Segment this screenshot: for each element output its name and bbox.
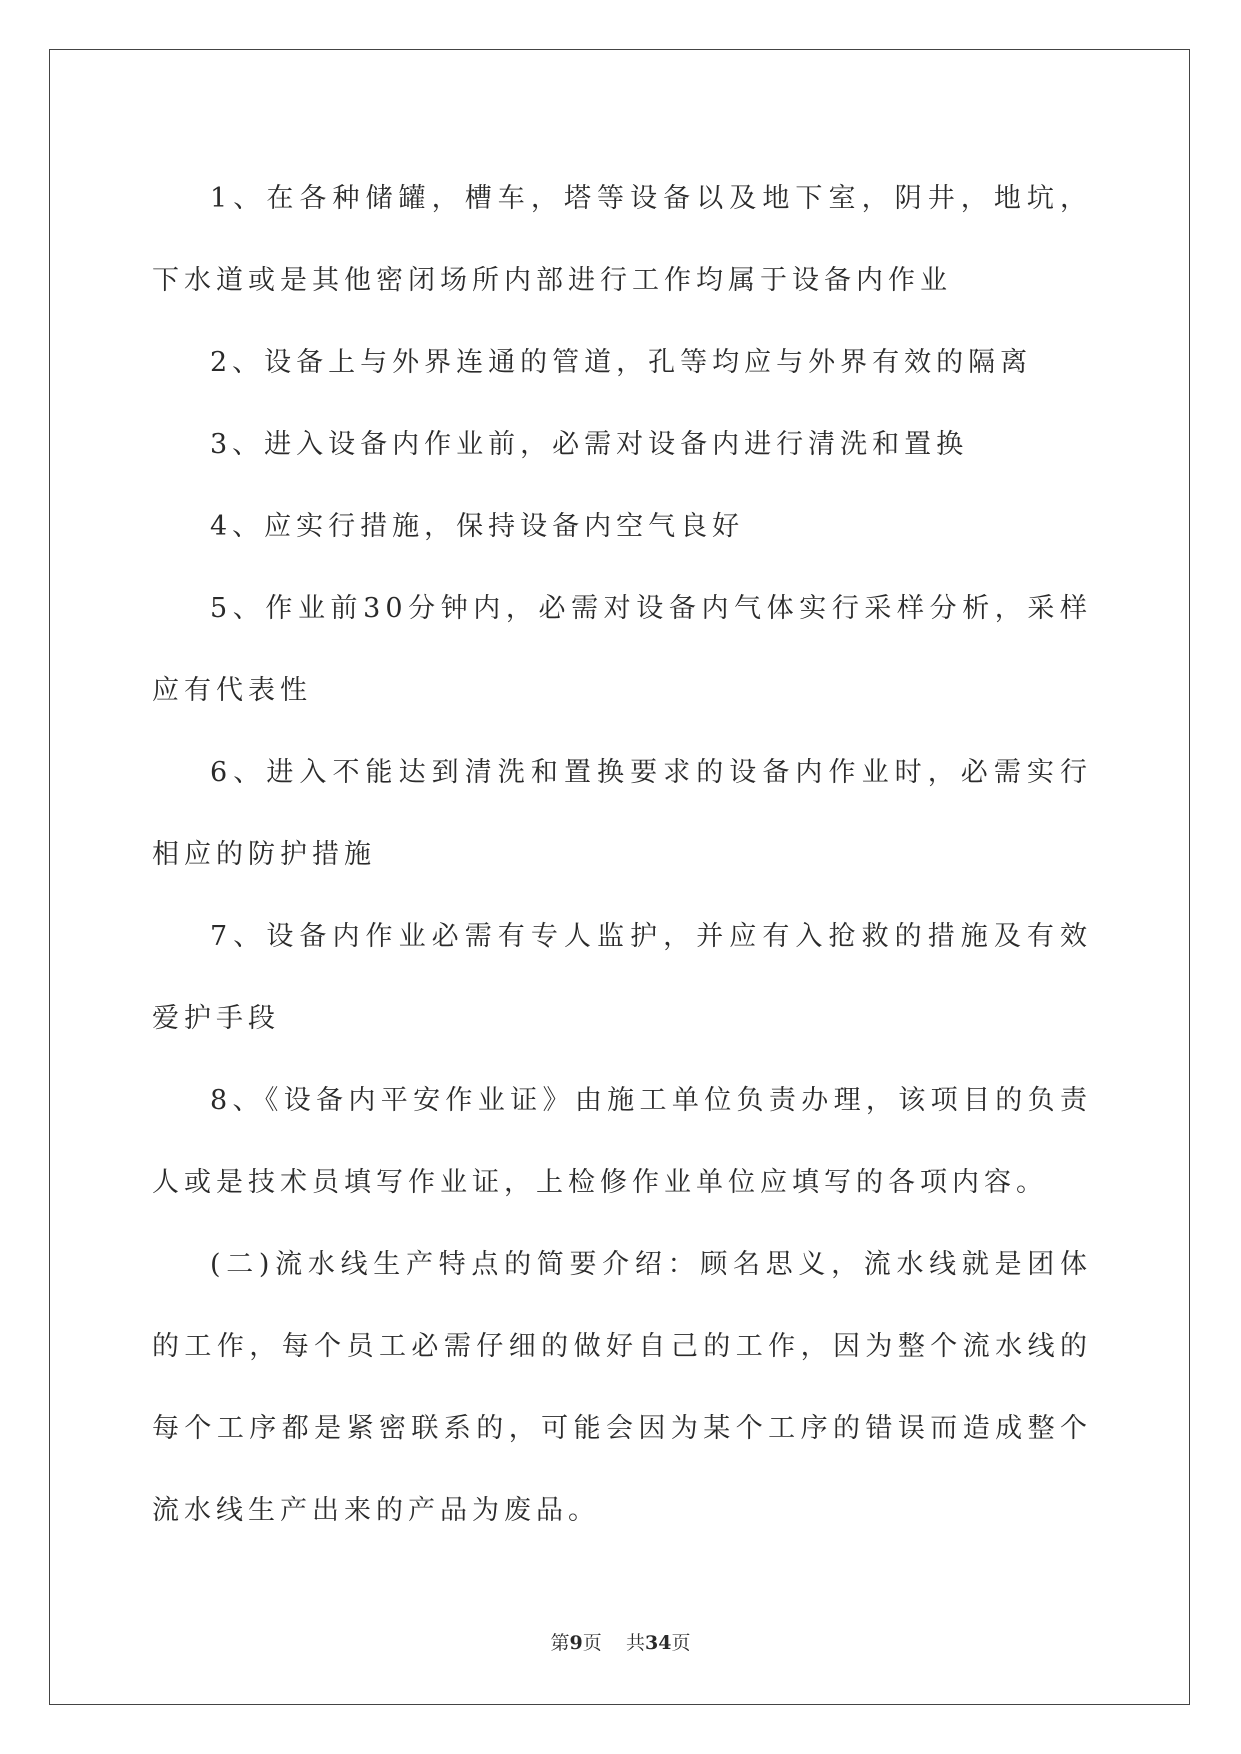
paragraph-8: 8、《设备内平安作业证》由施工单位负责办理，该项目的负责人或是技术员填写作业证，上检修作业单位应填写的各项内容。 (152, 1085, 1092, 1198)
footer-total-prefix: 共 (625, 1632, 645, 1654)
document-body (152, 158, 1092, 1552)
paragraph-6: 6、进入不能达到清洗和置换要求的设备内作业时，必需实行相应的防护措施 (152, 757, 1092, 870)
paragraph-1: 1、在各种储罐，槽车，塔等设备以及地下室，阴井，地坑，下水道或是其他密闭场所内部进行工作均属于设备内作业 (152, 183, 1092, 296)
paragraph-9: (二)流水线生产特点的简要介绍：顾名思义，流水线就是团体的工作，每个员工必需仔细的做好自己的工作，因为整个流水线的每个工序都是紧密联系的，可能会因为某个工序的错误而造成整个流水线生产出来的产品为废品。 (152, 1249, 1092, 1526)
paragraph-4: 4、应实行措施，保持设备内空气良好 (210, 511, 745, 542)
paragraph-7: 7、设备内作业必需有专人监护，并应有入抢救的措施及有效爱护手段 (152, 921, 1092, 1034)
footer-page-prefix: 第 (550, 1632, 570, 1654)
paragraph-5: 5、作业前30分钟内，必需对设备内气体实行采样分析，采样应有代表性 (152, 593, 1092, 706)
page-footer (0, 1628, 1241, 1655)
paragraph-2: 2、设备上与外界连通的管道，孔等均应与外界有效的隔离 (210, 347, 1033, 378)
footer-page-suffix: 页 (582, 1632, 602, 1654)
paragraph-3: 3、进入设备内作业前，必需对设备内进行清洗和置换 (210, 429, 969, 460)
footer-page-number: 9 (569, 1632, 583, 1654)
footer-total-number: 34 (644, 1632, 672, 1654)
footer-total-suffix: 页 (671, 1632, 691, 1654)
